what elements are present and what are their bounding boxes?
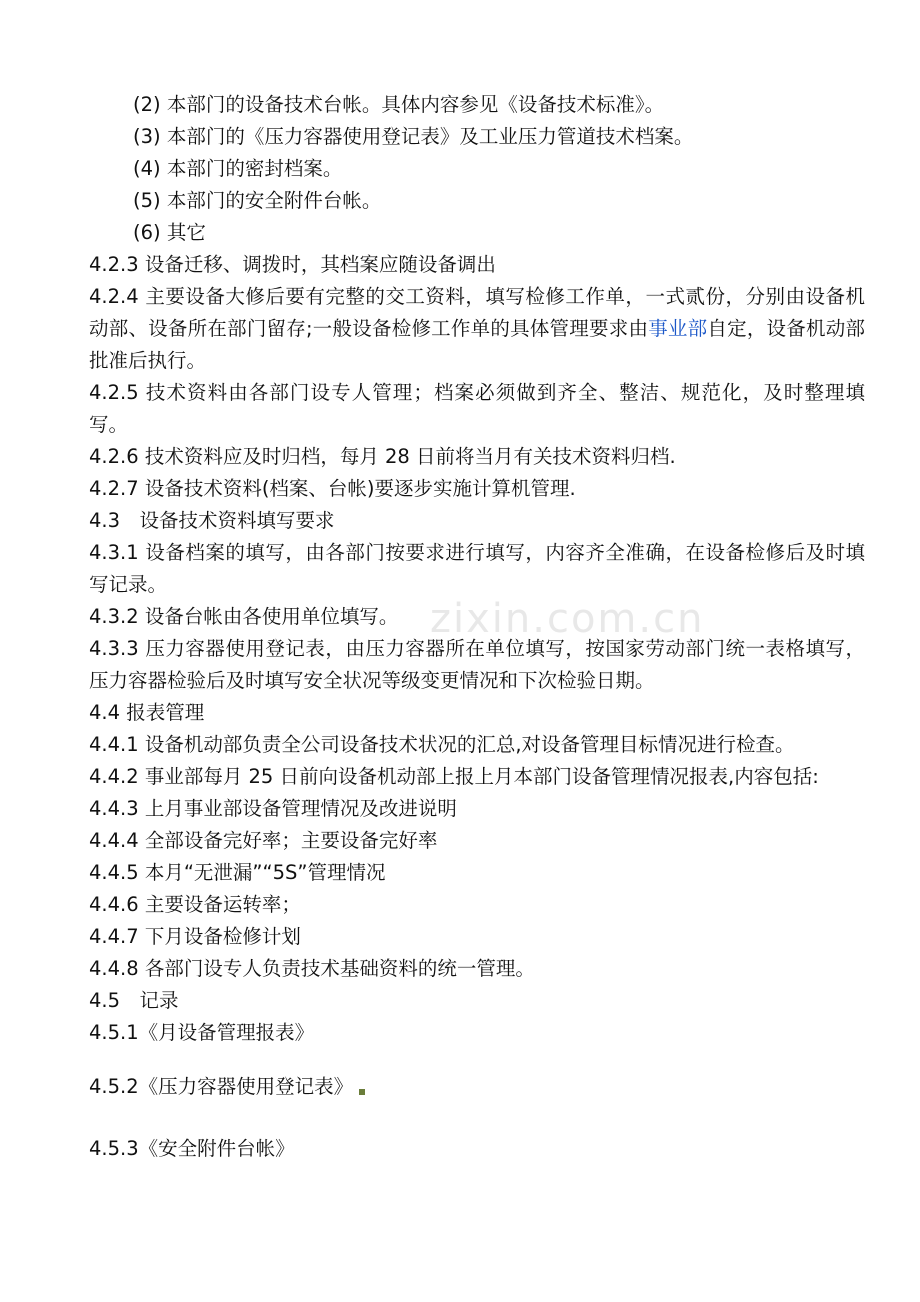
clause-4-4-7: 4.4.7 下月设备检修计划	[89, 925, 301, 948]
clause-4-2-7: 4.2.7 设备技术资料(档案、台帐)要逐步实施计算机管理.	[89, 477, 576, 500]
clause-4-2-4-text-before: 4.2.4 主要设备大修后要有完整的交工资料，填写检修工作单，一式贰份，分别由设备机动部、设备所在部门留存;一般设备检修工作单的具体管理要求由	[89, 285, 865, 340]
section-4-5-heading: 4.5 记录	[89, 989, 179, 1012]
clause-4-4-6: 4.4.6 主要设备运转率；	[89, 893, 301, 916]
clause-4-4-2: 4.4.2 事业部每月 25 日前向设备机动部上报上月本部门设备管理情况报表,内容包括:	[89, 765, 819, 788]
clause-4-4-4: 4.4.4 全部设备完好率；主要设备完好率	[89, 829, 438, 852]
clause-4-2-4	[89, 281, 865, 377]
clause-4-3-2: 4.3.2 设备台帐由各使用单位填写。	[89, 605, 399, 628]
list-item-3: (3) 本部门的《压力容器使用登记表》及工业压力管道技术档案。	[133, 125, 694, 148]
link-business-department[interactable]: 事业部	[648, 317, 708, 340]
clause-4-2-5: 4.2.5 技术资料由各部门设专人管理；档案必须做到齐全、整洁、规范化，及时整理填写。	[89, 381, 865, 436]
section-4-4-heading: 4.4 报表管理	[89, 701, 205, 724]
record-4-5-3: 4.5.3《安全附件台帐》	[89, 1137, 295, 1160]
record-4-5-2	[89, 1071, 865, 1103]
watermark-text: zixin.com.cn	[430, 596, 705, 642]
clause-4-2-4-text-after: 自定，设备机动部批准后执行。	[89, 317, 865, 372]
record-4-5-1: 4.5.1《月设备管理报表》	[89, 1021, 315, 1044]
clause-4-2-6: 4.2.6 技术资料应及时归档，每月 28 日前将当月有关技术资料归档.	[89, 445, 676, 468]
record-4-5-2-text: 4.5.2《压力容器使用登记表》	[89, 1075, 354, 1098]
document-body	[89, 89, 865, 1165]
clause-4-2-3: 4.2.3 设备迁移、调拨时，其档案应随设备调出	[89, 253, 496, 276]
list-item-4: (4) 本部门的密封档案。	[133, 157, 343, 180]
small-marker-icon	[359, 1089, 365, 1095]
section-4-3-heading: 4.3 设备技术资料填写要求	[89, 509, 335, 532]
list-item-5: (5) 本部门的安全附件台帐。	[133, 189, 382, 212]
clause-4-4-3: 4.4.3 上月事业部设备管理情况及改进说明	[89, 797, 457, 820]
clause-4-4-8: 4.4.8 各部门设专人负责技术基础资料的统一管理。	[89, 957, 535, 980]
clause-4-4-1: 4.4.1 设备机动部负责全公司设备技术状况的汇总,对设备管理目标情况进行检查。	[89, 733, 795, 756]
clause-4-3-1: 4.3.1 设备档案的填写，由各部门按要求进行填写，内容齐全准确，在设备检修后及时填写记录。	[89, 541, 865, 596]
clause-4-3-3: 4.3.3 压力容器使用登记表，由压力容器所在单位填写，按国家劳动部门统一表格填写，压力容器检验后及时填写安全状况等级变更情况和下次检验日期。	[89, 637, 865, 692]
list-item-2: (2) 本部门的设备技术台帐。具体内容参见《设备技术标准》。	[133, 93, 665, 116]
list-item-6: (6) 其它	[133, 221, 206, 244]
clause-4-4-5: 4.4.5 本月“无泄漏”“5S”管理情况	[89, 861, 386, 884]
